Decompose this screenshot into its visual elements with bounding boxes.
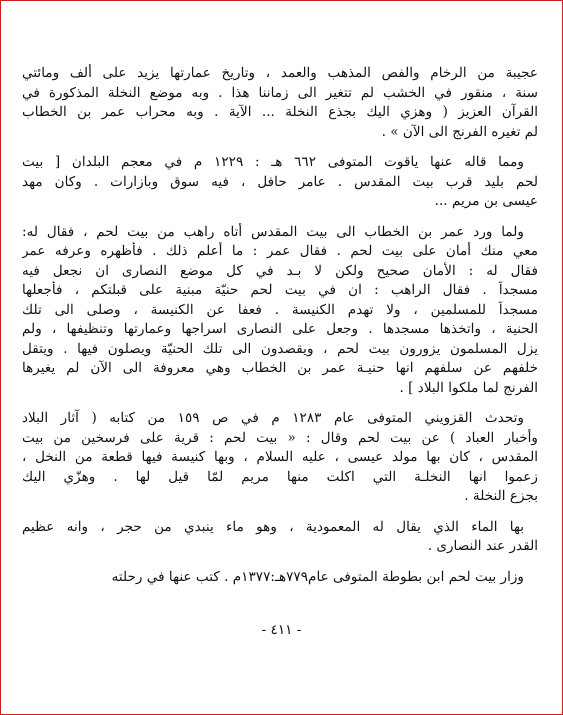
text-line: فقال له : الأمان صحيح ولكن لا بـد في كل موضع النصارى ان نجعل فيه [22,262,538,279]
paragraph [22,153,538,212]
text-line: عجيبة من الرخام والفص المذهب والعمد ، وتاريخ عمارتها يزيد على ألف ومائتي [22,65,538,81]
text-line: معي منك أمان على بيت لحم . فقال عمر : ما أعلم ذلك . فأظهره وعرفه عمر [22,243,538,259]
text-line: ولما ورد عمر بن الخطاب الى بيت المقدس أتاه راهب من بيت لحم ، فقال له: [22,223,524,240]
text-line: بجزع النخلة . [464,488,538,504]
text-line: الفرنج لما ملكوا البلاد ] . [399,379,538,396]
paragraph [22,518,538,557]
text-line: وأخبار العباد ) عن بيت لحم وقال : « بيت لحم : قرية على فرسخين من بيت [22,429,538,446]
text-line: المقدس ، كان بها مولد عيسى ، عليه السلام ، وبها كنيسة فيها قطعة من النخل ، [22,449,538,465]
paragraph [22,223,538,399]
text-line: عيسى بن مريم ... [434,193,538,209]
paragraph [22,568,538,588]
text-line: ومما قاله عنها ياقوت المتوفى ٦٦٢ هـ : ١٢٢٩ م في معجم البلدان [ بيت [22,154,524,170]
text-line: لحم بليد قرب بيت المقدس . عامر حافل ، فيه سوق وبازارات . وكان مهد [22,173,538,190]
text-line: سنة ، منقور في الخشب لم تتغير الى زماننا هذا . وبه موضع النخلة المذكورة في [22,84,538,101]
text-line: القدر عند النصارى . [427,538,538,554]
text-line: بها الماء الذي يقال له المعمودية ، وهو ماء ينبدي من حجر ، وانه عظيم [22,518,524,535]
text-line: وزار بيت لحم ابن بطوطة المتوفى عام٧٧٩هـ:١٣٧٧م . كتب عنها في رحلته [111,568,524,585]
text-line: خلفهم عن سلفهم انها حنيـة عمر بن الخطاب وهي معروفة الى الآن لم يغيرها [22,360,538,376]
text-line: القرآن العزيز ( وهزي اليك بجذع النخلة ... الآية . وبه محراب عمر بن الخطاب [22,104,538,120]
paragraph [22,64,538,142]
document-page [22,64,538,598]
page-number: - ٤١١ - [261,622,302,638]
text-line: وتحدث القزويني المتوفى عام ١٢٨٣ م في ص ١٥٩ من كتابه ( آثار البلاد [22,410,524,426]
text-line: يزل المسلمون يزورون بيت لحم ، ويقصدون الى تلك الحنيّة ويصلون فيها . ويتقل [22,340,538,357]
paragraph [22,409,538,507]
text-line: مسجداً . فقال الراهب : ان في بيت لحم حنيّة مبنية على قبلتكم ، فأجعلها [22,282,538,298]
text-line: زعموا انها النخلـة التي اكلت منها مريم لمّا قيل لها . وهزّي اليك [22,468,538,485]
text-line: مسجداً للمسلمين ، ولا تهدم الكنيسة . فعفا عن الكنيسة ، وصلى الى تلك [22,301,538,318]
text-line: الحنية ، واتخذها مسجدها . وجعل على النصارى اسراجها وعمارتها وتنظيفها ، ولم [22,321,538,337]
text-line: لم تغيره الفرنج الى الآن » . [381,123,538,140]
